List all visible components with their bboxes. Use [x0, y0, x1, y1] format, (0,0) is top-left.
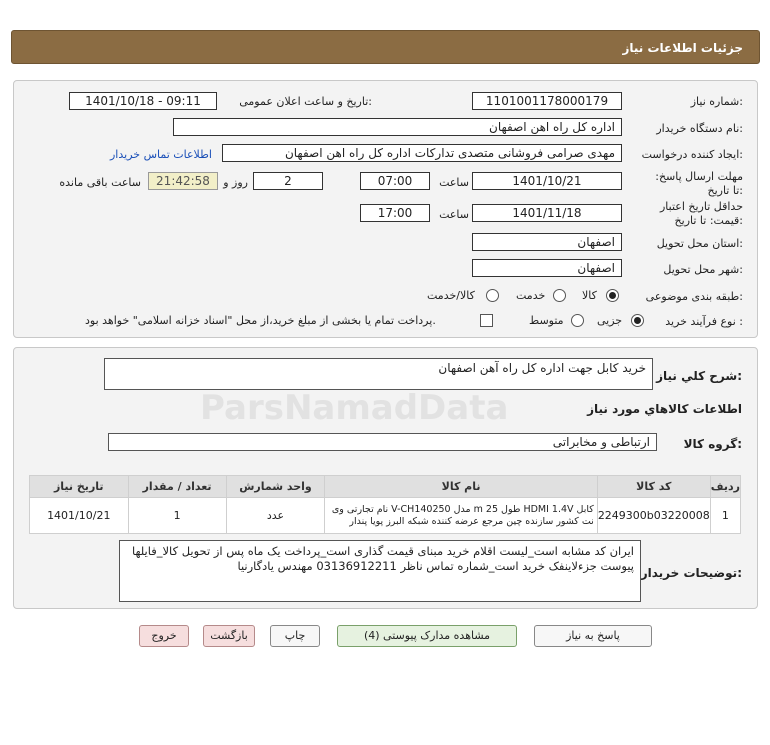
goods-group-label: گروه کالا:: [683, 437, 742, 451]
attachments-button[interactable]: مشاهده مدارک پیوستی (4): [337, 625, 517, 647]
reply-button[interactable]: پاسخ به نیاز: [534, 625, 652, 647]
col-header-unit: واحد شمارش: [226, 476, 325, 498]
process-radio-minor[interactable]: [631, 314, 644, 327]
col-header-name: نام کالا: [325, 476, 598, 498]
treasury-checkbox[interactable]: [480, 314, 493, 327]
need-number-label: شماره نیاز:: [690, 95, 743, 108]
province-label: استان محل تحویل:: [656, 237, 743, 250]
row-qty: 1: [128, 498, 226, 534]
exit-button[interactable]: خروج: [139, 625, 189, 647]
reply-date-field: 1401/10/21: [472, 172, 622, 190]
buyer-org-field: اداره کل راه اهن اصفهان: [173, 118, 622, 136]
buyer-notes-label: توضیحات خریدار:: [640, 566, 742, 580]
city-label: شهر محل تحویل:: [663, 263, 743, 276]
validity-label: حداقل تاریخ اعتبار قیمت: تا تاریخ:: [659, 200, 743, 227]
treasury-note: پرداخت تمام یا بخشی از مبلغ خرید،از محل "اسناد خزانه اسلامی" خواهد بود.: [85, 314, 436, 327]
col-header-index: ردیف: [710, 476, 740, 498]
row-name: کابل HDMI 1.4V طول 25 m مدل V-CH140250 نام تجارتی وی نت کشور سازنده چین مرجع عرضه کننده شبکه البرز پویا پندار: [325, 498, 598, 534]
announce-label: تاریخ و ساعت اعلان عمومی:: [239, 95, 372, 108]
col-header-qty: تعداد / مقدار: [128, 476, 226, 498]
page-header: [11, 30, 760, 64]
category-radio-goods[interactable]: [606, 289, 619, 302]
category-option-service: خدمت: [516, 289, 546, 302]
page-title: جزئیات اطلاعات نیاز: [622, 41, 743, 55]
validity-time-label: ساعت: [439, 208, 469, 221]
days-field: 2: [253, 172, 323, 190]
col-header-date: تاریخ نیاز: [30, 476, 129, 498]
buyer-org-label: نام دستگاه خریدار:: [656, 122, 743, 135]
reply-time-field: 07:00: [360, 172, 430, 190]
reply-deadline-label: مهلت ارسال پاسخ: تا تاریخ:: [655, 170, 743, 197]
table-header-row: [30, 476, 741, 498]
category-radio-goods-service[interactable]: [486, 289, 499, 302]
print-button[interactable]: چاپ: [270, 625, 320, 647]
buyer-notes-field: ایران کد مشابه است_لیست اقلام خرید مبنای قیمت گذاری است_پرداخت یک ماه پس از تحویل کالا_فایلها پیوست جزءلاینفک خرید است_شماره تماس ناظر 03136912211 مهندس یادگارنیا: [119, 540, 641, 602]
goods-table: [29, 475, 741, 534]
creator-label: ایجاد کننده درخواست:: [641, 148, 743, 161]
process-option-minor: جزیی: [597, 314, 623, 327]
days-label: روز و: [223, 176, 248, 189]
process-option-medium: متوسط: [529, 314, 564, 327]
row-unit: عدد: [226, 498, 325, 534]
city-field: اصفهان: [472, 259, 622, 277]
table-row: [30, 498, 741, 534]
validity-time-field: 17:00: [360, 204, 430, 222]
announce-field: 1401/10/18 - 09:11: [69, 92, 217, 110]
remaining-time-field: 21:42:58: [148, 172, 218, 190]
row-code: 2249300b03220008: [597, 498, 710, 534]
process-label: نوع فرآیند خرید :: [665, 315, 743, 328]
row-date: 1401/10/21: [30, 498, 129, 534]
category-radio-service[interactable]: [553, 289, 566, 302]
validity-date-field: 1401/11/18: [472, 204, 622, 222]
summary-label: شرح کلي نياز:: [656, 369, 742, 383]
goods-group-field: ارتباطی و مخابراتی: [108, 433, 657, 451]
back-button[interactable]: بازگشت: [203, 625, 255, 647]
remaining-label: ساعت باقی مانده: [59, 176, 141, 189]
row-index: 1: [710, 498, 740, 534]
category-option-goods: کالا: [582, 289, 597, 302]
col-header-code: کد کالا: [597, 476, 710, 498]
buyer-contact-link[interactable]: اطلاعات تماس خریدار: [110, 148, 212, 161]
reply-time-label: ساعت: [439, 176, 469, 189]
need-number-field: 1101001178000179: [472, 92, 622, 110]
creator-field: مهدی صرامی فروشانی متصدی تدارکات اداره کل راه اهن اصفهان: [222, 144, 622, 162]
summary-field: خرید کابل جهت اداره کل راه آهن اصفهان: [104, 358, 653, 390]
category-label: طبقه بندی موضوعی:: [645, 290, 743, 303]
category-option-goods-service: کالا/خدمت: [427, 289, 475, 302]
process-radio-medium[interactable]: [571, 314, 584, 327]
goods-info-title: اطلاعات کالاهاي مورد نياز: [587, 402, 742, 416]
province-field: اصفهان: [472, 233, 622, 251]
